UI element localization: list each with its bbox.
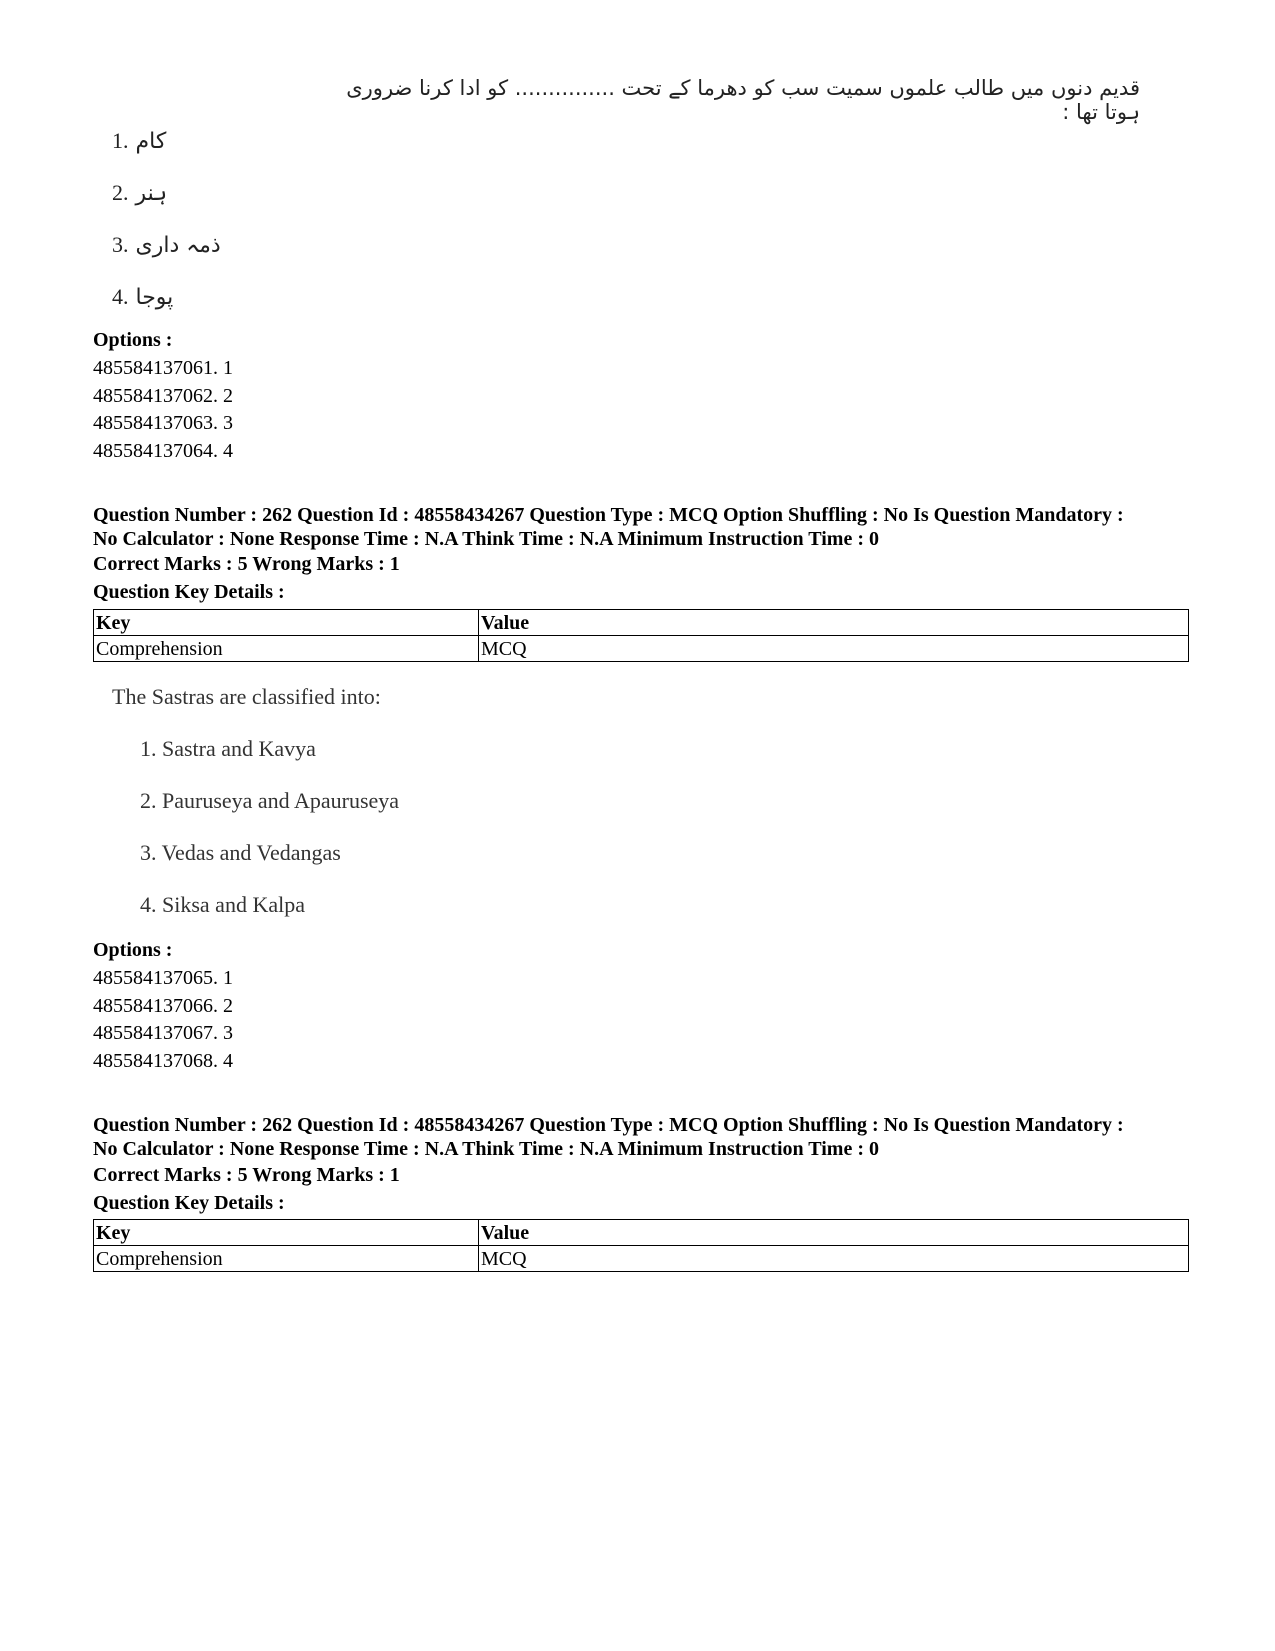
urdu-choice-4 [112,284,173,310]
choice-number: 4. [112,284,129,309]
choice-number: 1. [112,128,129,153]
urdu-choice-1 [112,128,166,154]
urdu-choice-2 [112,180,167,206]
english-choice-2: 2. Pauruseya and Apauruseya [140,788,400,813]
key-details-label: Question Key Details : [93,581,285,603]
table-header-row [94,1220,1189,1246]
option-id-line: 485584137062. 2 [93,385,233,407]
table-cell-key: Comprehension [94,636,479,662]
option-id-line: 485584137068. 4 [93,1050,233,1072]
option-id-line: 485584137065. 1 [93,967,233,989]
key-details-table [93,609,1189,662]
question-meta [93,503,1193,551]
key-details-table [93,1219,1189,1272]
table-header-key: Key [94,610,479,636]
question-meta-line-1: Question Number : 262 Question Id : 48558434267 Question Type : MCQ Option Shuffling : No Is Question Mandatory : [93,504,1124,526]
options-label: Options : [93,329,173,351]
option-id-line: 485584137067. 3 [93,1022,233,1044]
english-choice-4: 4. Siksa and Kalpa [140,892,305,917]
marks-line: Correct Marks : 5 Wrong Marks : 1 [93,553,400,575]
english-choice-1: 1. Sastra and Kavya [140,736,316,761]
table-cell-value: MCQ [479,1246,1189,1272]
urdu-question-text: قدیم دنوں میں طالب علموں سمیت سب کو دھرما کے تحت ............... کو ادا کرنا ضروری ہوتا تھا : [346,76,1140,124]
option-id-line: 485584137061. 1 [93,357,233,379]
table-header-value: Value [479,610,1189,636]
table-header-value: Value [479,1220,1189,1246]
choice-number: 3. [112,232,129,257]
choice-text: ہنر [135,181,168,206]
table-row [94,636,1189,662]
choice-text: پوجا [135,285,174,310]
english-question-text: The Sastras are classified into: [112,684,381,709]
choice-text: کام [135,129,167,154]
table-header-row [94,610,1189,636]
english-choice-3: 3. Vedas and Vedangas [140,840,341,865]
question-meta-line-2: No Calculator : None Response Time : N.A Think Time : N.A Minimum Instruction Time : 0 [93,1138,879,1160]
table-cell-value: MCQ [479,636,1189,662]
marks-line: Correct Marks : 5 Wrong Marks : 1 [93,1164,400,1186]
table-cell-key: Comprehension [94,1246,479,1272]
option-id-line: 485584137066. 2 [93,995,233,1017]
question-meta [93,1113,1193,1161]
choice-number: 2. [112,180,129,205]
question-meta-line-2: No Calculator : None Response Time : N.A Think Time : N.A Minimum Instruction Time : 0 [93,528,879,550]
choice-text: ذمہ داری [135,233,221,258]
options-label: Options : [93,939,173,961]
urdu-choice-3 [112,232,221,258]
table-row [94,1246,1189,1272]
option-id-line: 485584137063. 3 [93,412,233,434]
table-header-key: Key [94,1220,479,1246]
option-id-line: 485584137064. 4 [93,440,233,462]
key-details-label: Question Key Details : [93,1192,285,1214]
question-meta-line-1: Question Number : 262 Question Id : 48558434267 Question Type : MCQ Option Shuffling : No Is Question Mandatory : [93,1114,1124,1136]
